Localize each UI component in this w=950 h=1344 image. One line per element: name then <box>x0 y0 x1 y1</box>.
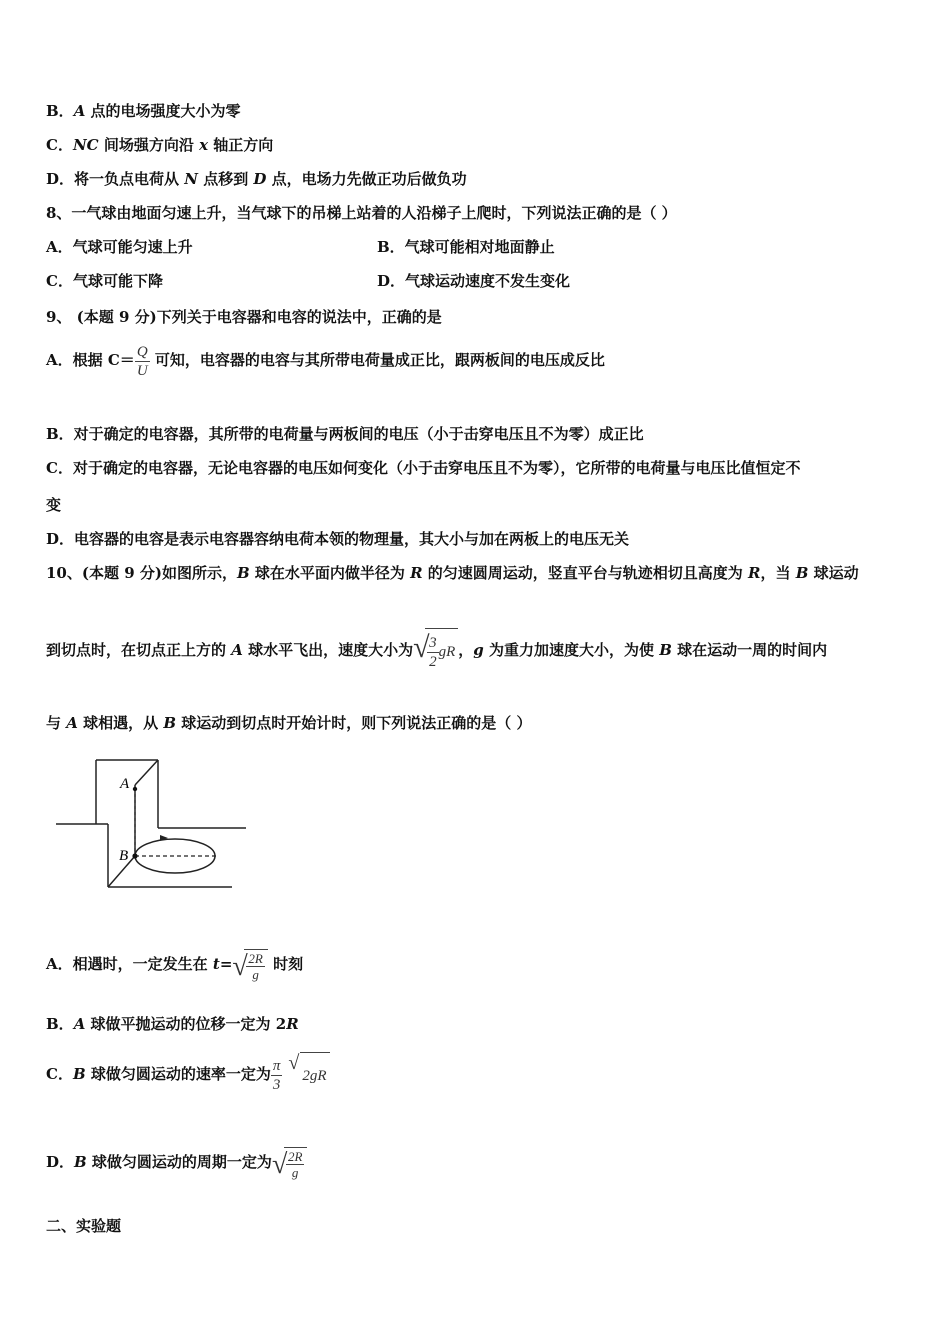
q8-option-b: B．气球可能相对地面静止 <box>377 238 555 256</box>
ball-a <box>133 787 137 791</box>
formula-q-over-u: $\frac{Q}{U}$ <box>136 343 148 379</box>
formula-velocity: √ $\frac{3}{2}$ gR <box>413 628 458 674</box>
q9-option-b: B．对于确定的电容器，其所带的电荷量与两板间的电压（小于击穿电压且不为零）成正比 <box>46 425 644 443</box>
q10-figure <box>50 752 255 894</box>
q10-option-b: B．A 球做平抛运动的位移一定为 2R <box>46 1015 299 1033</box>
q9-option-d: D．电容器的电容是表示电容器容纳电荷本领的物理量，其大小与加在两板上的电压无关 <box>46 530 630 548</box>
q10-stem-line2: 到切点时，在切点正上方的 A 球水平飞出，速度大小为 √ $\frac{3}{2}$ gR ，g 为重力加速度大小，为使 B 球在运动一周的时间内 <box>46 628 827 674</box>
q10-stem-line1: 10、(本题 9 分)如图所示，B 球在水平面内做半径为 R 的匀速圆周运动，竖直平台与轨迹相切且高度为 R，当 B 球运动 <box>46 564 859 582</box>
q7-option-c: C．NC 间场强方向沿 x 轴正方向 <box>46 136 274 154</box>
label-a: A <box>120 776 130 792</box>
q7-option-b: B．A 点的电场强度大小为零 <box>46 102 241 120</box>
ball-b <box>132 853 137 858</box>
q7-option-d: D．将一负点电荷从 N 点移到 D 点，电场力先做正功后做负功 <box>46 170 467 188</box>
q10-stem-line3: 与 A 球相遇，从 B 球运动到切点时开始计时，则下列说法正确的是（ ） <box>46 714 532 732</box>
q8-stem: 8、一气球由地面匀速上升，当气球下的吊梯上站着的人沿梯子上爬时，下列说法正确的是（ ） <box>46 204 677 222</box>
formula-sqrt-2gr: √ 2gR <box>288 1052 329 1098</box>
q10-option-d: D．B 球做匀圆运动的周期一定为 √ $\frac{2R}{g}$ <box>46 1136 307 1188</box>
q8-option-c: C．气球可能下降 <box>46 272 163 290</box>
q9-stem: 9、 (本题 9 分)下列关于电容器和电容的说法中，正确的是 <box>46 308 442 326</box>
formula-pi-over-3: $\frac{\pi}{3}$ <box>272 1057 281 1093</box>
q8-option-d: D．气球运动速度不发生变化 <box>377 272 571 290</box>
q8-option-a: A．气球可能匀速上升 <box>46 238 193 256</box>
formula-sqrt-2r-over-g: √ $\frac{2R}{g}$ <box>232 949 267 982</box>
q9-option-a: A．根据 C＝ $\frac{Q}{U}$ 可知，电容器的电容与其所带电荷量成正比，跟两板间的电压成反比 <box>46 343 605 379</box>
q10-option-c: C．B 球做匀圆运动的速率一定为 $\frac{\pi}{3}$ √ 2gR <box>46 1052 330 1098</box>
formula-period: √ $\frac{2R}{g}$ <box>272 1147 307 1180</box>
q10-option-a: A．相遇时，一定发生在 t= √ $\frac{2R}{g}$ 时刻 <box>46 950 304 982</box>
q9-option-c-cont: 变 <box>46 496 62 514</box>
q9-option-c: C．对于确定的电容器，无论电容器的电压如何变化（小于击穿电压且不为零），它所带的电荷量与电压比值恒定不 <box>46 459 801 477</box>
section-heading: 二、实验题 <box>46 1217 122 1235</box>
label-b: B <box>119 848 129 864</box>
